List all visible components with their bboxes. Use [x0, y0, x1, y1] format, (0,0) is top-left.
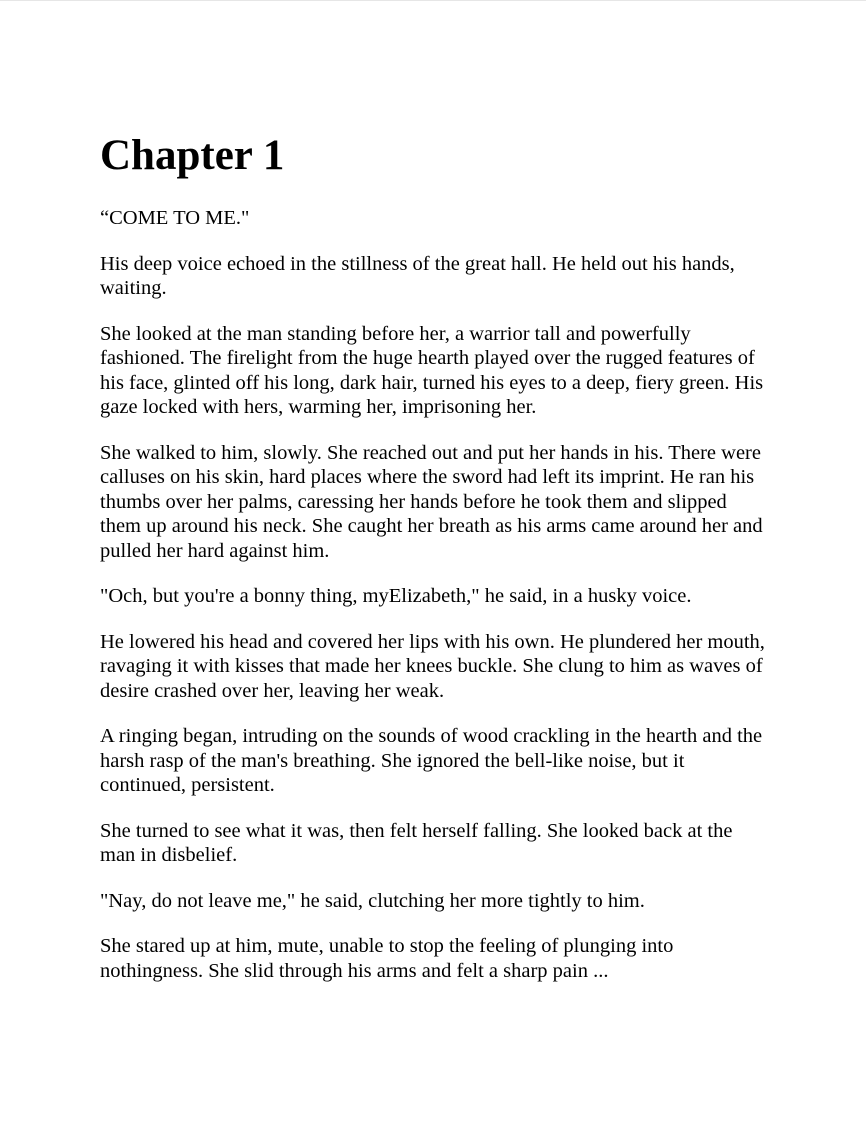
paragraph-5: "Och, but you're a bonny thing, myElizabeth," he said, in a husky voice. — [100, 585, 692, 607]
document-body — [100, 130, 770, 1004]
chapter-title: Chapter 1 — [100, 132, 285, 179]
paragraph-2: His deep voice echoed in the stillness of the great hall. He held out his hands, waiting. — [100, 252, 735, 299]
paragraph-4: She walked to him, slowly. She reached out and put her hands in his. There were calluses on his skin, hard places where the sword had left its imprint. He ran his thumbs over her palms, caressing her hands before he took them and slipped them up around his neck. She caught her breath as his arms came around her and pulled her hard against him. — [100, 441, 763, 562]
paragraph-7: A ringing began, intruding on the sounds of wood crackling in the hearth and the harsh rasp of the man's breathing. She ignored the bell-like noise, but it continued, persistent. — [100, 725, 763, 796]
paragraph-1: “COME TO ME." — [100, 207, 250, 229]
paragraph-3: She looked at the man standing before her, a warrior tall and powerfully fashioned. The firelight from the huge hearth played over the rugged features of his face, glinted off his long, dark hair, turned his eyes to a deep, fiery green. His gaze locked with hers, warming her, imprisoning her. — [100, 322, 764, 418]
paragraph-9: "Nay, do not leave me," he said, clutching her more tightly to him. — [100, 889, 645, 912]
page-top-edge — [0, 0, 866, 1]
paragraph-8: She turned to see what it was, then felt herself falling. She looked back at the man in disbelief. — [100, 819, 733, 866]
paragraph-10: She stared up at him, mute, unable to stop the feeling of plunging into nothingness. She slid through his arms and felt a sharp pain ... — [100, 935, 674, 982]
paragraph-6: He lowered his head and covered her lips with his own. He plundered her mouth, ravaging it with kisses that made her knees buckle. She clung to him as waves of desire crashed over her, leaving her weak. — [100, 630, 765, 702]
